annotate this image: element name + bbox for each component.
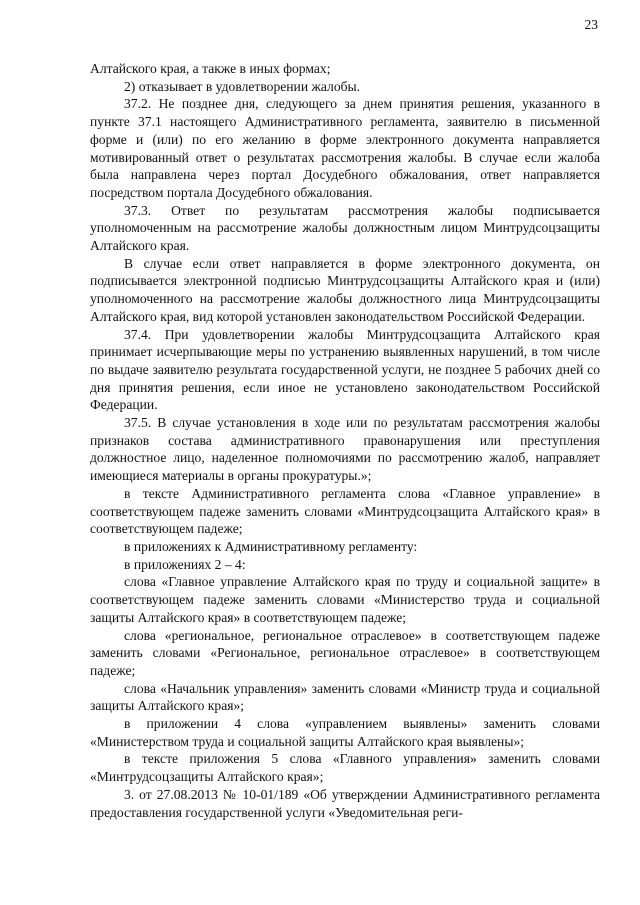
- page-number: 23: [584, 17, 598, 32]
- paragraph-37-2: 37.2. Не позднее дня, следующего за днем принятия решения, указанного в пункте 37.1 настоящего Административного регламента, заявителю в письменной форме и (или) по его желанию в форме электронного документа направляется мотивированный ответ о результатах рассмотрения жалобы. В случае если жалоба была направлена через портал Досудебного обжалования, ответ направляется посредством портала Досудебного обжалования.: [90, 96, 600, 200]
- paragraph-electronic-signature: В случае если ответ направляется в форме электронного документа, он подписывается электронной подписью Минтрудсоцзащиты Алтайского края и (или) уполномоченного на рассмотрение жалобы должностного лица Минтрудсоцзащиты Алтайского края, вид которой установлен законодательством Российской Федерации.: [90, 255, 600, 324]
- document-body: [90, 60, 600, 821]
- paragraph-appendices-2-4: в приложениях 2 – 4:: [124, 556, 246, 572]
- paragraph-37-5: 37.5. В случае установления в ходе или по результатам рассмотрения жалобы признаков состава административного правонарушения или преступления должностное лицо, наделенное полномочиями по рассмотрению жалоб, направляет имеющиеся материалы в органы прокуратуры.»;: [90, 415, 600, 484]
- paragraph-replace-head: слова «Начальник управления» заменить словами «Министр труда и социальной защиты Алтайского края»;: [90, 680, 600, 714]
- paragraph-37-4: 37.4. При удовлетворении жалобы Минтрудсоцзащита Алтайского края принимает исчерпывающие меры по устранению выявленных нарушений, в том числе по выдаче заявителю результата государственной услуги, не позднее 5 рабочих дней со дня принятия решения, если иное не установлено законодательством Российской Федерации.: [90, 326, 600, 413]
- paragraph-37-3: 37.3. Ответ по результатам рассмотрения жалобы подписывается уполномоченным на рассмотрение жалобы должностным лицом Минтрудсоцзащиты Алтайского края.: [90, 202, 600, 254]
- paragraph-item-3: 3. от 27.08.2013 № 10-01/189 «Об утверждении Административного регламента предоставления государственной услуги «Уведомительная реги-: [90, 786, 600, 820]
- paragraph-appendices-intro: в приложениях к Административному регламенту:: [124, 538, 418, 554]
- paragraph-replace-main-department: в тексте Административного регламента слова «Главное управление» в соответствующем падеже заменить словами «Минтрудсоцзащита Алтайского края» в соответствующем падеже;: [90, 485, 600, 537]
- paragraph-replace-department-name: слова «Главное управление Алтайского края по труду и социальной защите» в соответствующем падеже заменить словами «Министерство труда и социальной защиты Алтайского края» в соответствующем падеже;: [90, 574, 600, 625]
- paragraph-continuation: Алтайского края, а также в иных формах;: [90, 61, 331, 76]
- paragraph-appendix-4: в приложении 4 слова «управлением выявлены» заменить словами «Министерством труда и социальной защиты Алтайского края выявлены»;: [90, 716, 600, 749]
- paragraph-replace-regional: слова «региональное, региональное отраслевое» в соответствующем падеже заменить словами «Региональное, региональное отраслевое» в соответствующем падеже;: [90, 627, 600, 678]
- paragraph-appendix-5: в тексте приложения 5 слова «Главного управления» заменить словами «Минтрудсоцзащиты Алтайского края»;: [90, 751, 600, 785]
- paragraph-item-2: 2) отказывает в удовлетворении жалобы.: [124, 78, 361, 94]
